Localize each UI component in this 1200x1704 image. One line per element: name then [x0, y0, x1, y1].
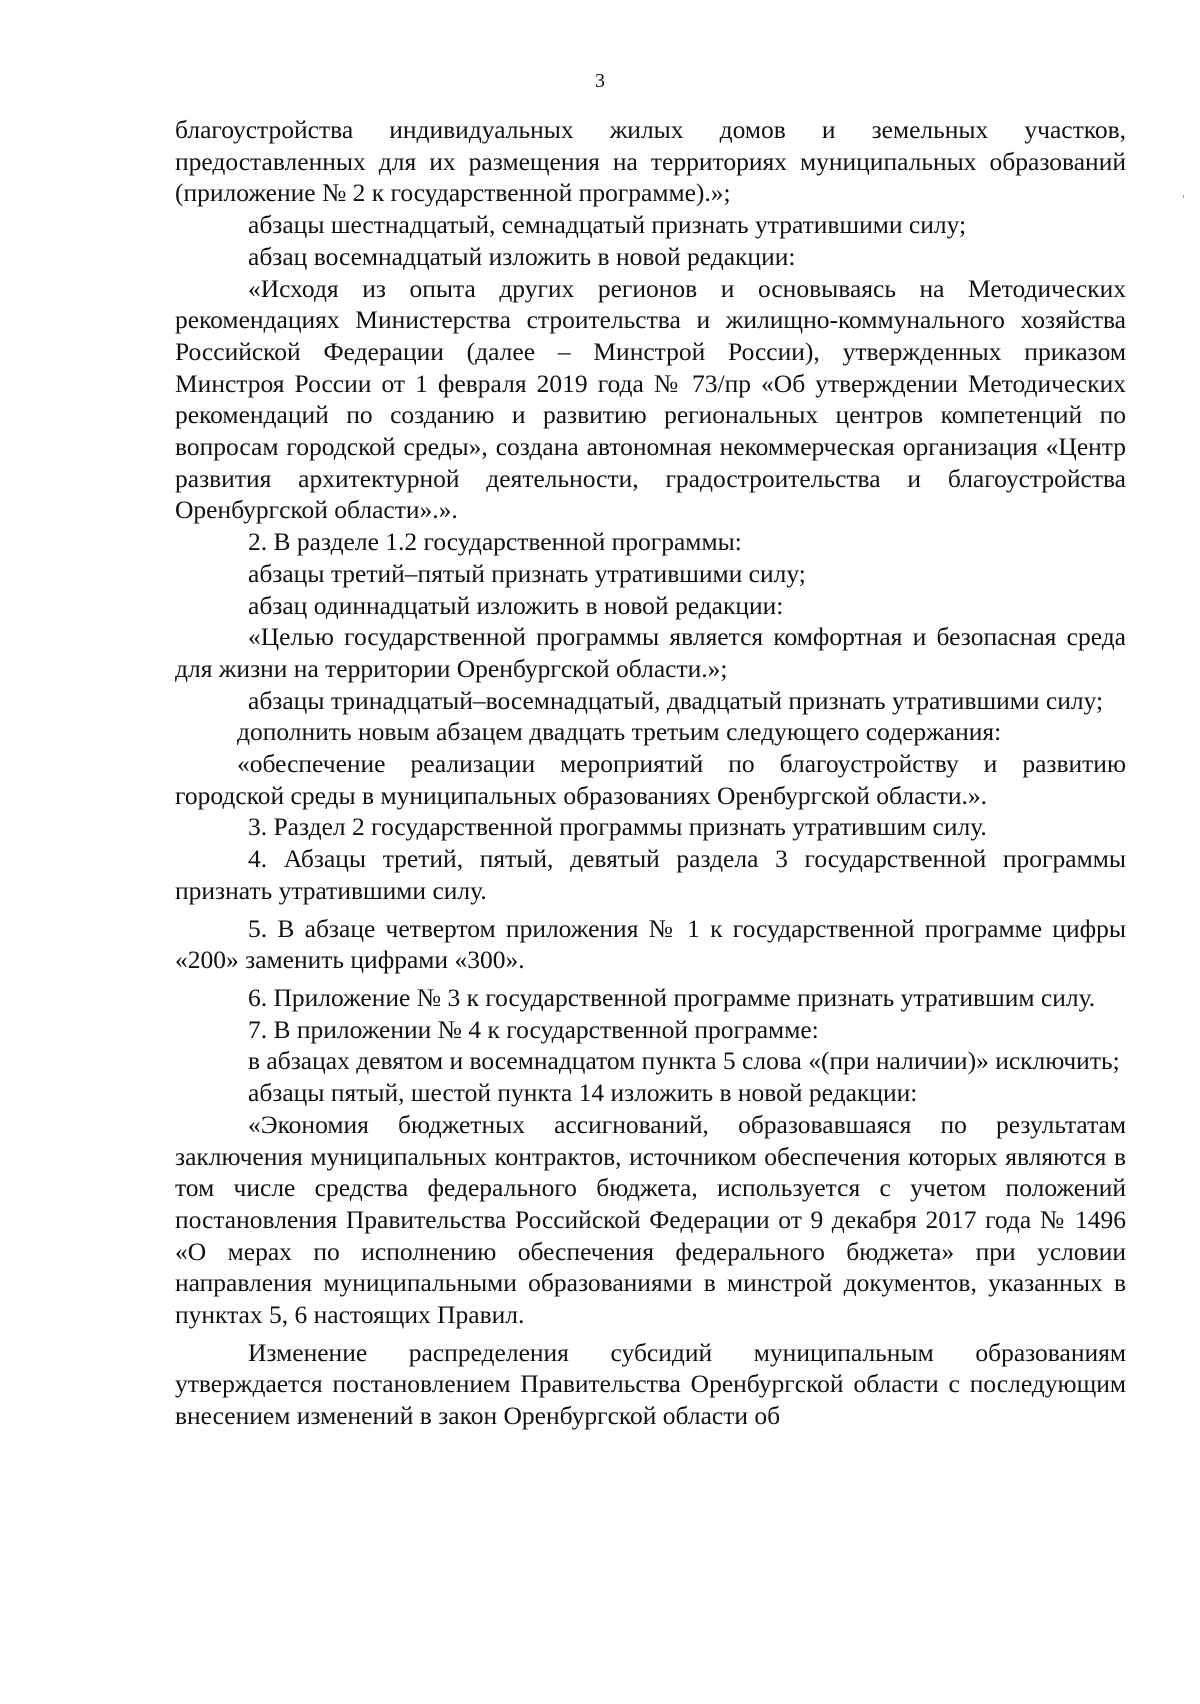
paragraph: абзацы шестнадцатый, семнадцатый признать утратившими силу; [248, 210, 967, 240]
scan-mark [1183, 195, 1184, 198]
document-body [175, 114, 1126, 1432]
numbered-item-3: 3. Раздел 2 государственной программы признать утратившим силу. [248, 812, 987, 842]
paragraph: абзацы тринадцатый–восемнадцатый, двадцатый признать утратившими силу; [248, 685, 1104, 715]
paragraph-continuation: благоустройства индивидуальных жилых домов и земельных участков, предоставленных для их размещения на территориях муниципальных образований (приложение № 2 к государственной программе).»; [175, 115, 1126, 208]
paragraph: дополнить новым абзацем двадцать третьим следующего содержания: [237, 717, 1002, 747]
paragraph: абзацы третий–пятый признать утратившими силу; [248, 558, 806, 588]
numbered-item-5: 5. В абзаце четвертом приложения № 1 к государственной программе цифры «200» заменить цифрами «300». [175, 913, 1126, 975]
numbered-item-7: 7. В приложении № 4 к государственной программе: [248, 1014, 819, 1044]
quoted-paragraph: «обеспечение реализации мероприятий по благоустройству и развитию городской среды в муниципальных образованиях Оренбургской области.». [175, 749, 1126, 810]
paragraph: Изменение распределения субсидий муниципальным образованиям утверждается постановлением Правительства Оренбургской области с последующим внесением изменений в закон Оренбургской области об [175, 1337, 1126, 1431]
paragraph: абзац восемнадцатый изложить в новой редакции: [248, 241, 796, 271]
quoted-paragraph: «Исходя из опыта других регионов и основываясь на Методических рекомендациях Министерства строительства и жилищно-коммунального хозяйства Российской Федерации (далее – Минстрой России), утвержденных приказом Минстроя России от 1 февраля 2019 года № 73/пр «Об утверждении Методических рекомендаций по созданию и развитию региональных центров компетенций по вопросам городской среды», создана автономная некоммерческая организация «Центр развития архитектурной деятельности, градостроительства и благоустройства Оренбургской области».». [175, 273, 1126, 525]
page-number: 3 [595, 70, 605, 92]
numbered-item-2: 2. В разделе 1.2 государственной программы: [248, 527, 742, 557]
paragraph: абзац одиннадцатый изложить в новой редакции: [248, 590, 784, 620]
numbered-item-4: 4. Абзацы третий, пятый, девятый раздела 3 государственной программы признать утратившими силу. [175, 844, 1126, 905]
quoted-paragraph: «Экономия бюджетных ассигнований, образовавшаяся по результатам заключения муниципальных контрактов, источником обеспечения которых являются в том числе средства федерального бюджета, используется с учетом положений постановления Правительства Российской Федерации от 9 декабря 2017 года № 1496 «О мерах по исполнению обеспечения федерального бюджета» при условии направления муниципальными образованиями в минстрой документов, указанных в пунктах 5, 6 настоящих Правил. [175, 1109, 1126, 1330]
paragraph: в абзацах девятом и восемнадцатом пункта 5 слова «(при наличии)» исключить; [248, 1046, 1120, 1076]
quoted-paragraph: «Целью государственной программы является комфортная и безопасная среда для жизни на территории Оренбургской области.»; [175, 622, 1126, 683]
numbered-item-6: 6. Приложение № 3 к государственной программе признать утратившим силу. [248, 982, 1096, 1012]
paragraph: абзацы пятый, шестой пункта 14 изложить в новой редакции: [248, 1078, 918, 1108]
